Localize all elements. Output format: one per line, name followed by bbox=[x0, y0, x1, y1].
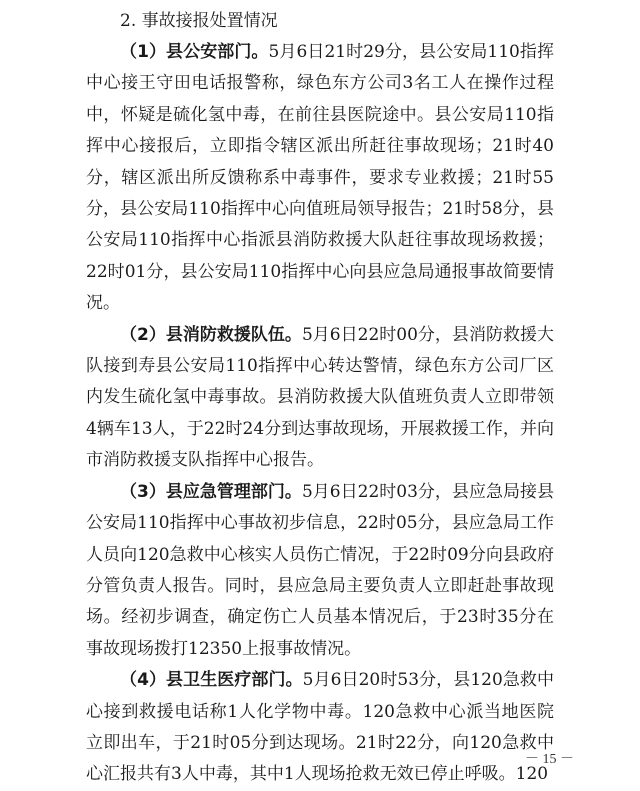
paragraph-fire-rescue bbox=[86, 320, 554, 477]
paragraph-lead: （4）县卫生医疗部门。 bbox=[120, 670, 303, 691]
page-number: － 15 － bbox=[525, 752, 574, 767]
paragraph-public-security bbox=[86, 37, 554, 320]
paragraph-text: 5月6日22时00分，县消防救援大队接到寿县公安局110指挥中心转达警情，绿色东方公司厂区内发生硫化氢中毒事故。县消防救援大队值班负责人立即带领4辆车13人，于22时24分到达事故现场，开展救援工作，并向市消防救援支队指挥中心报告。 bbox=[86, 324, 554, 471]
paragraph-text: 5月6日21时29分，县公安局110指挥中心接王守田电话报警称，绿色东方公司3名工人在操作过程中，怀疑是硫化氢中毒，在前往县医院途中。县公安局110指挥中心接报后，立即指令辖区派出所赶往事故现场；21时40分，辖区派出所反馈称系中毒事件，要求专业救援；21时55分，县公安局110指挥中心向值班局领导报告；21时58分，县公安局110指挥中心指派县消防救援大队赶往事故现场救援；22时01分，县公安局110指挥中心向县应急局通报事故简要情况。 bbox=[86, 42, 554, 314]
paragraph-health-medical bbox=[86, 665, 554, 791]
paragraph-text: 5月6日22时03分，县应急局接县公安局110指挥中心事故初步信息，22时05分，县应急局工作人员向120急救中心核实人员伤亡情况，于22时09分向县政府分管负责人报告。同时，县应急局主要负责人立即赶赴事故现场。经初步调查，确定伤亡人员基本情况后，于23时35分在事故现场拨打12350上报事故情况。 bbox=[86, 481, 554, 659]
section-heading: 2. 事故接报处置情况 bbox=[120, 11, 278, 31]
paragraph-lead: （1）县公安部门。 bbox=[120, 42, 269, 62]
paragraph-emergency-management bbox=[86, 477, 554, 665]
paragraph-lead: （2）县消防救援队伍。 bbox=[120, 324, 302, 345]
paragraph-lead: （3）县应急管理部门。 bbox=[120, 481, 302, 502]
paragraph-text: 5月6日20时53分，县120急救中心接到救援电话称1人化学物中毒。120急救中心派当地医院立即出车，于21时05分到达现场。21时22分，向120急救中心汇报共有3人中毒，其中1人现场抢救无效已停止呼吸。120 bbox=[86, 670, 554, 785]
